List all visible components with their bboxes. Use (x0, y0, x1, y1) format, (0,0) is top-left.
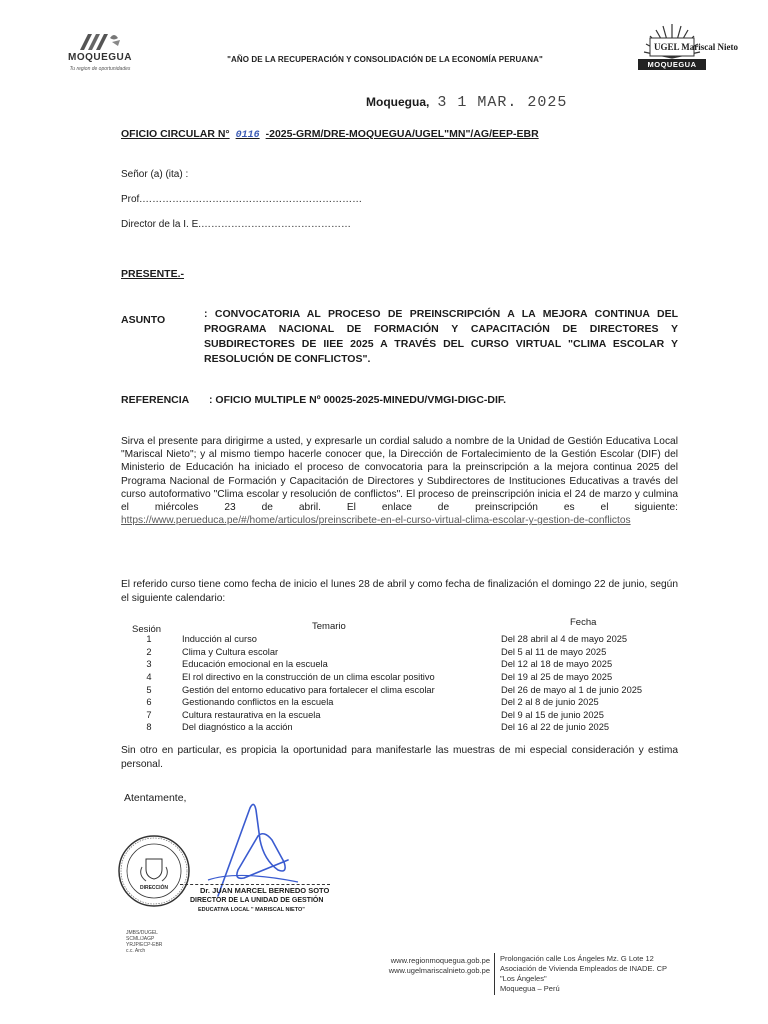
addressee-line-2: Prof.………………………………………………………… (121, 194, 363, 205)
signatory-name: Dr. JUAN MARCEL BERNEDO SOTO (200, 886, 330, 895)
moquegua-region-logo-icon (78, 30, 124, 52)
session-date: Del 26 de mayo al 1 de junio 2025 (501, 685, 643, 695)
session-date: Del 28 abril al 4 de mayo 2025 (501, 634, 628, 644)
session-number: 5 (146, 685, 152, 695)
date-stamp: 3 1 MAR. 2025 (437, 94, 568, 111)
session-topic: Gestionando conflictos en la escuela (182, 697, 334, 707)
body-paragraph-2: El referido curso tiene como fecha de inicio el lunes 28 de abril y como fecha de finalización el domingo 22 de junio, según el siguiente calendario: (121, 579, 678, 604)
signatory-unit: EDUCATIVA LOCAL " MARISCAL NIETO" (198, 907, 305, 913)
initials-line: c.c. Arch (126, 948, 146, 954)
footer-address-line: Moquegua – Perú (500, 984, 560, 993)
body-paragraph-1 (121, 435, 678, 527)
initials-line: YRJP/ECP-EBR (126, 942, 163, 948)
moquegua-region-logo (60, 28, 140, 78)
initials-line: SCML/JAGP (126, 936, 155, 942)
oficio-number: 0116 (235, 130, 260, 141)
body-paragraph-1-text: Sirva el presente para dirigirme a usted, y expresarle un cordial saludo a nombre de la Unidad de Gestión Educativa Local "Mariscal Nieto"; y al mismo tiempo hacerle conocer que, la Dirección de Fortalecimiento de la Gestión Escolar (DIF) del Ministerio de Educación ha iniciado el proceso de convocatoria para la preinscripción a la mejora continua 2025 del Programa Nacional de Formación y Capacitación de Directores y Subdirectores de Instituciones Educativas a través del curso autoformativo "Clima escolar y resolución de conflictos". El proceso de preinscripción inicia el 24 de marzo y culmina el miércoles 23 de abril. El enlace de preinscripción es el siguiente: (121, 436, 678, 514)
session-date: Del 5 al 11 de mayo 2025 (501, 647, 607, 657)
closing-text: Atentamente, (124, 792, 187, 804)
date-city: Moquegua, (366, 95, 430, 109)
table-row (121, 722, 681, 735)
referencia-label: REFERENCIA (121, 394, 190, 406)
table-row (121, 634, 681, 647)
session-topic: Inducción al curso (182, 634, 257, 644)
asunto-text: : CONVOCATORIA AL PROCESO DE PREINSCRIPCIÓN A LA MEJORA CONTINUA DEL PROGRAMA NACIONAL DE FORMACIÓN Y CAPACITACIÓN DE DIRECTORES Y SUBDIRECTORES DE IIEE 2025 A TRAVÉS DEL CURSO VIRTUAL "CLIMA ESCOLAR Y RESOLUCIÓN DE CONFLICTOS". (204, 308, 678, 365)
table-row (121, 672, 681, 685)
presente-heading: PRESENTE.- (121, 268, 185, 280)
seal-text: DIRECCIÓN (139, 885, 169, 891)
schedule-header-date: Fecha (570, 617, 597, 628)
ugel-logo-label: MOQUEGUA (638, 59, 706, 70)
moquegua-tagline: Tu region de oportunidades (69, 66, 131, 72)
footer-web-regional[interactable]: www.regionmoquegua.gob.pe (390, 956, 490, 965)
footer-address (500, 954, 700, 994)
year-motto: "AÑO DE LA RECUPERACIÓN Y CONSOLIDACIÓN DE LA ECONOMÍA PERUANA" (227, 55, 543, 64)
session-number: 7 (146, 710, 152, 720)
schedule-header-topic: Temario (312, 621, 346, 632)
signatory-title: DIRECTOR DE LA UNIDAD DE GESTIÓN (190, 897, 324, 904)
session-number: 1 (146, 634, 152, 644)
oficio-reference-number (121, 128, 539, 141)
preinscription-link[interactable]: https://www.perueduca.pe/#/home/articulos/preinscribete-en-el-curso-virtual-clima-escolar-y-gestion-de-conflictos (121, 515, 631, 527)
schedule-header-session: Sesión (132, 624, 162, 635)
session-date: Del 16 al 22 de junio 2025 (501, 722, 610, 732)
moquegua-brand-text: MOQUEGUA (68, 52, 132, 63)
signature-scribble (188, 800, 308, 900)
initials-line: JMBS/DUGEL (126, 930, 158, 936)
oficio-suffix: -2025-GRM/DRE-MOQUEGUA/UGEL"MN"/AG/EEP-EBR (265, 128, 539, 140)
footer-divider (494, 953, 495, 995)
session-topic: Clima y Cultura escolar (182, 647, 279, 657)
session-number: 8 (146, 722, 152, 732)
footer-websites (366, 956, 490, 976)
session-number: 2 (146, 647, 152, 657)
table-row (121, 697, 681, 710)
footer-web-ugel[interactable]: www.ugelmariscalnieto.gob.pe (388, 966, 490, 975)
session-date: Del 9 al 15 de junio 2025 (501, 710, 604, 720)
session-number: 6 (146, 697, 152, 707)
session-number: 4 (146, 672, 152, 682)
ugel-logo-text: UGEL Mariscal Nieto (654, 42, 738, 52)
document-date (366, 94, 567, 111)
session-date: Del 2 al 8 de junio 2025 (501, 697, 599, 707)
session-topic: Del diagnóstico a la acción (182, 722, 293, 732)
addressee-line-1: Señor (a) (ita) : (121, 169, 189, 180)
footer-address-line: Prolongación calle Los Ángeles Mz. G Lote 12 (500, 954, 654, 963)
asunto-label: ASUNTO (121, 314, 166, 326)
referencia-text: : OFICIO MULTIPLE Nº 00025-2025-MINEDU/VMGI-DIGC-DIF. (209, 394, 507, 406)
official-seal-icon (116, 833, 192, 909)
session-number: 3 (146, 659, 152, 669)
session-topic: Educación emocional en la escuela (182, 659, 328, 669)
addressee-line-3: Director de la I. E.……………………………………… (121, 219, 352, 230)
session-topic: Gestión del entorno educativo para fortalecer el clima escolar (182, 685, 435, 695)
oficio-prefix: OFICIO CIRCULAR N° (121, 128, 230, 140)
table-row (121, 659, 681, 672)
signature-line (180, 884, 330, 885)
session-topic: Cultura restaurativa en la escuela (182, 710, 321, 720)
body-paragraph-3: Sin otro en particular, es propicia la oportunidad para manifestarle las muestras de mi especial consideración y estima personal. (121, 745, 678, 770)
footer-address-line: "Los Ángeles" (500, 974, 547, 983)
session-topic: El rol directivo en la construcción de un clima escolar positivo (182, 672, 435, 682)
session-date: Del 19 al 25 de mayo 2025 (501, 672, 613, 682)
reference-initials (126, 930, 162, 954)
official-seal (116, 833, 192, 909)
session-date: Del 12 al 18 de mayo 2025 (501, 659, 613, 669)
ugel-logo (638, 22, 738, 72)
footer-address-line: Asociación de Vivienda Empleados de INADE. CP (500, 964, 668, 973)
